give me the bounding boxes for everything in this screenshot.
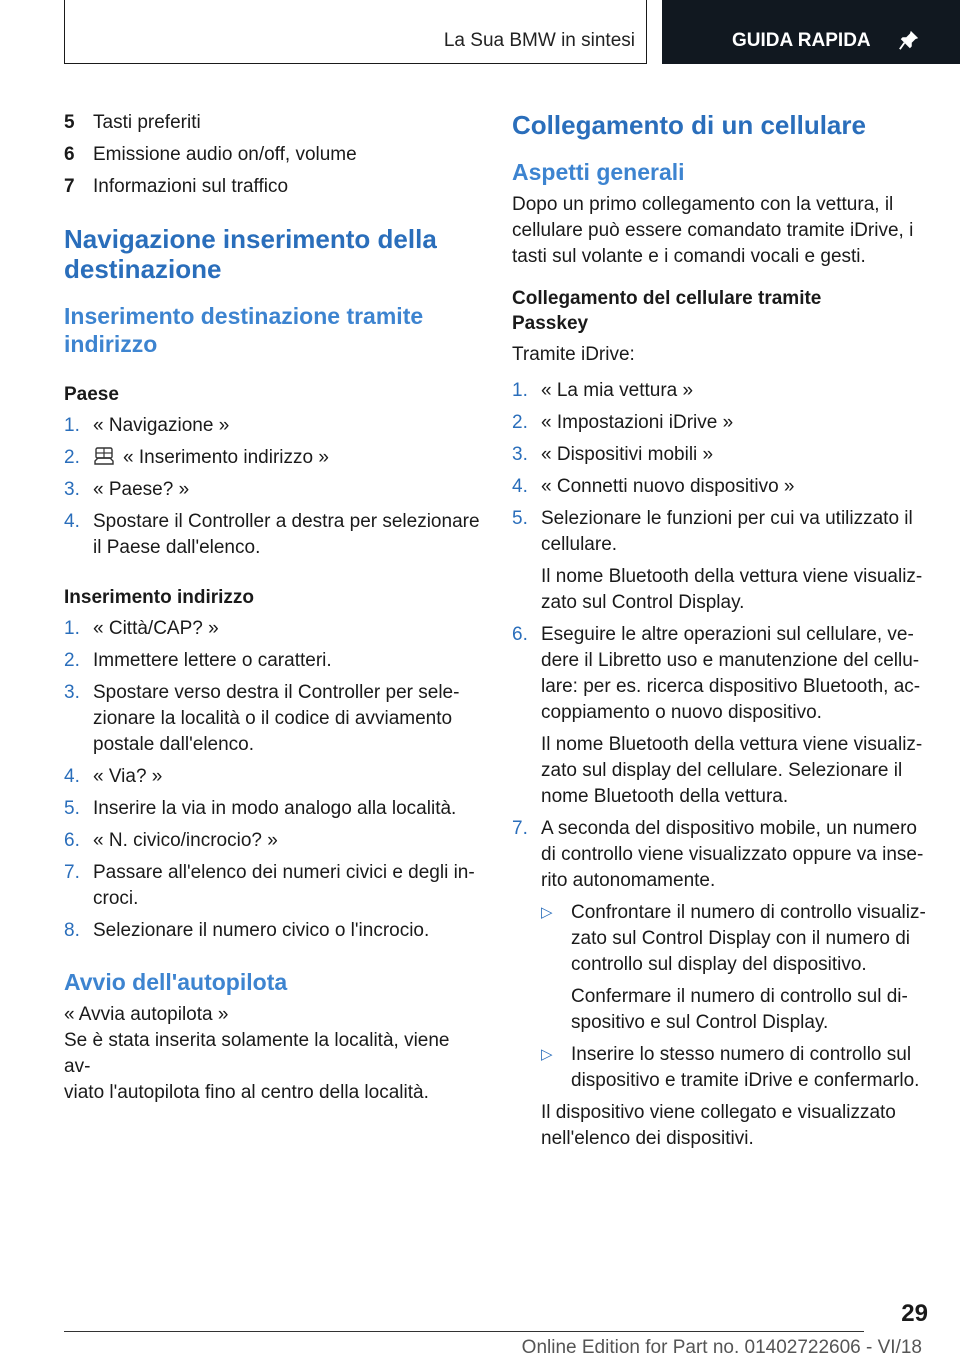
list-item: 2. Immettere lettere o caratteri. — [64, 650, 332, 671]
list-item: 1. « Navigazione » — [64, 415, 230, 436]
header-section-title: La Sua BMW in sintesi — [443, 30, 635, 51]
paese-steps — [64, 413, 480, 561]
list-item: 3. Spostare verso destra il Controller per sele- zionare la località o il codice di avviamento postale dall'elenco. — [64, 682, 460, 755]
list-item: 2. « Inserimento indirizzo » — [64, 447, 329, 468]
autopilota-text: Se è stata inserita solamente la località, viene av- viato l'autopilota fino al centro della località. — [64, 1030, 450, 1103]
list-item: 3. « Dispositivi mobili » — [512, 444, 714, 465]
legend-list — [64, 110, 480, 200]
list-item: 7. A seconda del dispositivo mobile, un numero di controllo viene visualizzato oppure va inse- rito autonomamente. — [512, 818, 924, 891]
bullet-item: ▷ Confrontare il numero di controllo visualiz- zato sul Control Display con il numero di controllo sul display del dispositivo. Confermare il numero di controllo sul di- spositivo e sul Control Display. — [541, 902, 926, 1033]
subsection-title-aspetti: Aspetti generali — [512, 159, 685, 185]
list-item: 5. Selezionare le funzioni per cui va utilizzato il cellulare. Il nome Bluetooth della vettura viene visualiz- zato sul Control Display. — [512, 508, 923, 613]
list-item: 8. Selezionare il numero civico o l'incrocio. — [64, 920, 430, 941]
list-item: 7. Passare all'elenco dei numeri civici e degli in- croci. — [64, 862, 475, 909]
pin-icon — [898, 29, 920, 51]
footer-divider — [64, 1331, 864, 1332]
subsection-title-autopilota: Avvio dell'autopilota — [64, 969, 288, 995]
heading-passkey: Collegamento del cellulare tramite Passkey — [512, 288, 822, 334]
heading-paese: Paese — [64, 384, 119, 405]
header-chapter-label: GUIDA RAPIDA — [732, 30, 871, 51]
list-item: 3. « Paese? » — [64, 479, 190, 500]
bullet-item: ▷ Inserire lo stesso numero di controllo sul dispositivo e tramite iDrive e confermarlo. — [541, 1044, 920, 1091]
subsection-title-inserimento: Inserimento destinazione tramite indirizzo — [64, 303, 424, 357]
list-item: 4. Spostare il Controller a destra per selezionare il Paese dall'elenco. — [64, 511, 480, 558]
car-icon — [93, 446, 115, 466]
list-item: 5. Inserire la via in modo analogo alla località. — [64, 798, 457, 819]
list-item: 2. « Impostazioni iDrive » — [512, 412, 734, 433]
section-title-cellulare: Collegamento di un cellulare — [512, 110, 866, 140]
list-item: 6. « N. civico/incrocio? » — [64, 830, 278, 851]
triangle-bullet-icon: ▷ — [541, 904, 553, 921]
list-item: 4. « Connetti nuovo dispositivo » — [512, 476, 795, 497]
final-paragraph: Il dispositivo viene collegato e visualizzato nell'elenco dei dispositivi. — [541, 1102, 896, 1149]
legend-item: 5 Tasti preferiti — [64, 112, 201, 133]
list-item: 1. « Città/CAP? » — [64, 618, 219, 639]
legend-item: 6 Emissione audio on/off, volume — [64, 144, 357, 165]
passkey-steps — [512, 378, 928, 894]
autopilota-command: « Avvia autopilota » — [64, 1004, 229, 1025]
triangle-bullet-icon: ▷ — [541, 1046, 553, 1063]
tramite-idrive: Tramite iDrive: — [512, 344, 635, 365]
heading-inserimento-indirizzo: Inserimento indirizzo — [64, 587, 255, 608]
list-item: 1. « La mia vettura » — [512, 380, 694, 401]
intro-paragraph: Dopo un primo collegamento con la vettura, il cellulare può essere comandato tramite iDrive, i tasti sul volante e i comandi vocali e gesti. — [512, 194, 914, 267]
section-title-navigazione: Navigazione inserimento della destinazione — [64, 224, 437, 284]
legend-item: 7 Informazioni sul traffico — [64, 176, 289, 197]
page-number: 29 — [901, 1300, 928, 1327]
right-column — [512, 110, 928, 1152]
indirizzo-steps — [64, 616, 480, 944]
list-item: 6. Eseguire le altre operazioni sul cellulare, ve- dere il Libretto uso e manutenzione del cellu- lare: per es. ricerca dispositivo Bluetooth, ac- coppiamento o nuovo dispositivo. Il nome Bluetooth della vettura viene visualiz- zato sul display del cellulare. Selezionare il nome Bluetooth della vettura. — [512, 624, 923, 807]
header-chapter-tab[interactable] — [662, 0, 960, 64]
left-column — [64, 110, 480, 1106]
footer-edition: Online Edition for Part no. 01402722606 - VI/18 — [521, 1337, 922, 1358]
list-item: 4. « Via? » — [64, 766, 163, 787]
